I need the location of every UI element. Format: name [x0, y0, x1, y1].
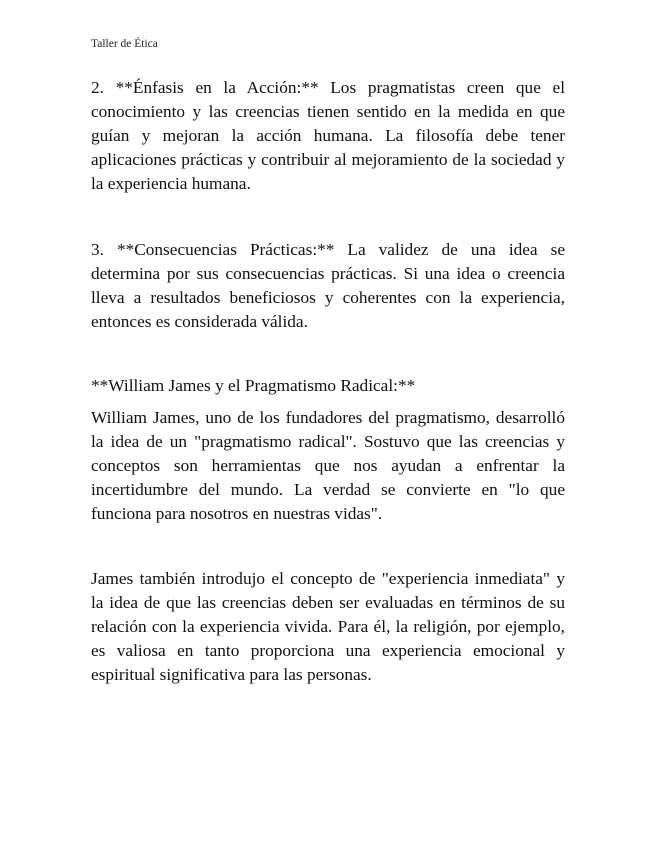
paragraph-pragmatismo-radical: William James, uno de los fundadores del pragmatismo, desarrolló la idea de un "pragmatismo radical". Sostuvo que las creencias y conceptos son herramientas que nos ayudan a enfrentar la incertidumbre del mundo. La verdad se convierte en "lo que funciona para nosotros en nuestras vidas".	[91, 408, 565, 523]
page-header: Taller de Ética	[91, 38, 158, 50]
section-heading-william-james: **William James y el Pragmatismo Radical:**	[91, 376, 416, 395]
paragraph-enfasis-accion: 2. **Énfasis en la Acción:** Los pragmatistas creen que el conocimiento y las creencias tienen sentido en la medida en que guían y mejoran la acción humana. La filosofía debe tener aplicaciones prácticas y contribuir al mejoramiento de la sociedad y la experiencia humana.	[91, 78, 565, 193]
paragraph-experiencia-inmediata: James también introdujo el concepto de "experiencia inmediata" y la idea de que las creencias deben ser evaluadas en términos de su relación con la experiencia vivida. Para él, la religión, por ejemplo, es valiosa en tanto proporciona una experiencia emocional y espiritual significativa para las personas.	[91, 569, 565, 684]
paragraph-consecuencias-practicas: 3. **Consecuencias Prácticas:** La validez de una idea se determina por sus consecuencias prácticas. Si una idea o creencia lleva a resultados beneficiosos y coherentes con la experiencia, entonces es considerada válida.	[91, 240, 565, 331]
